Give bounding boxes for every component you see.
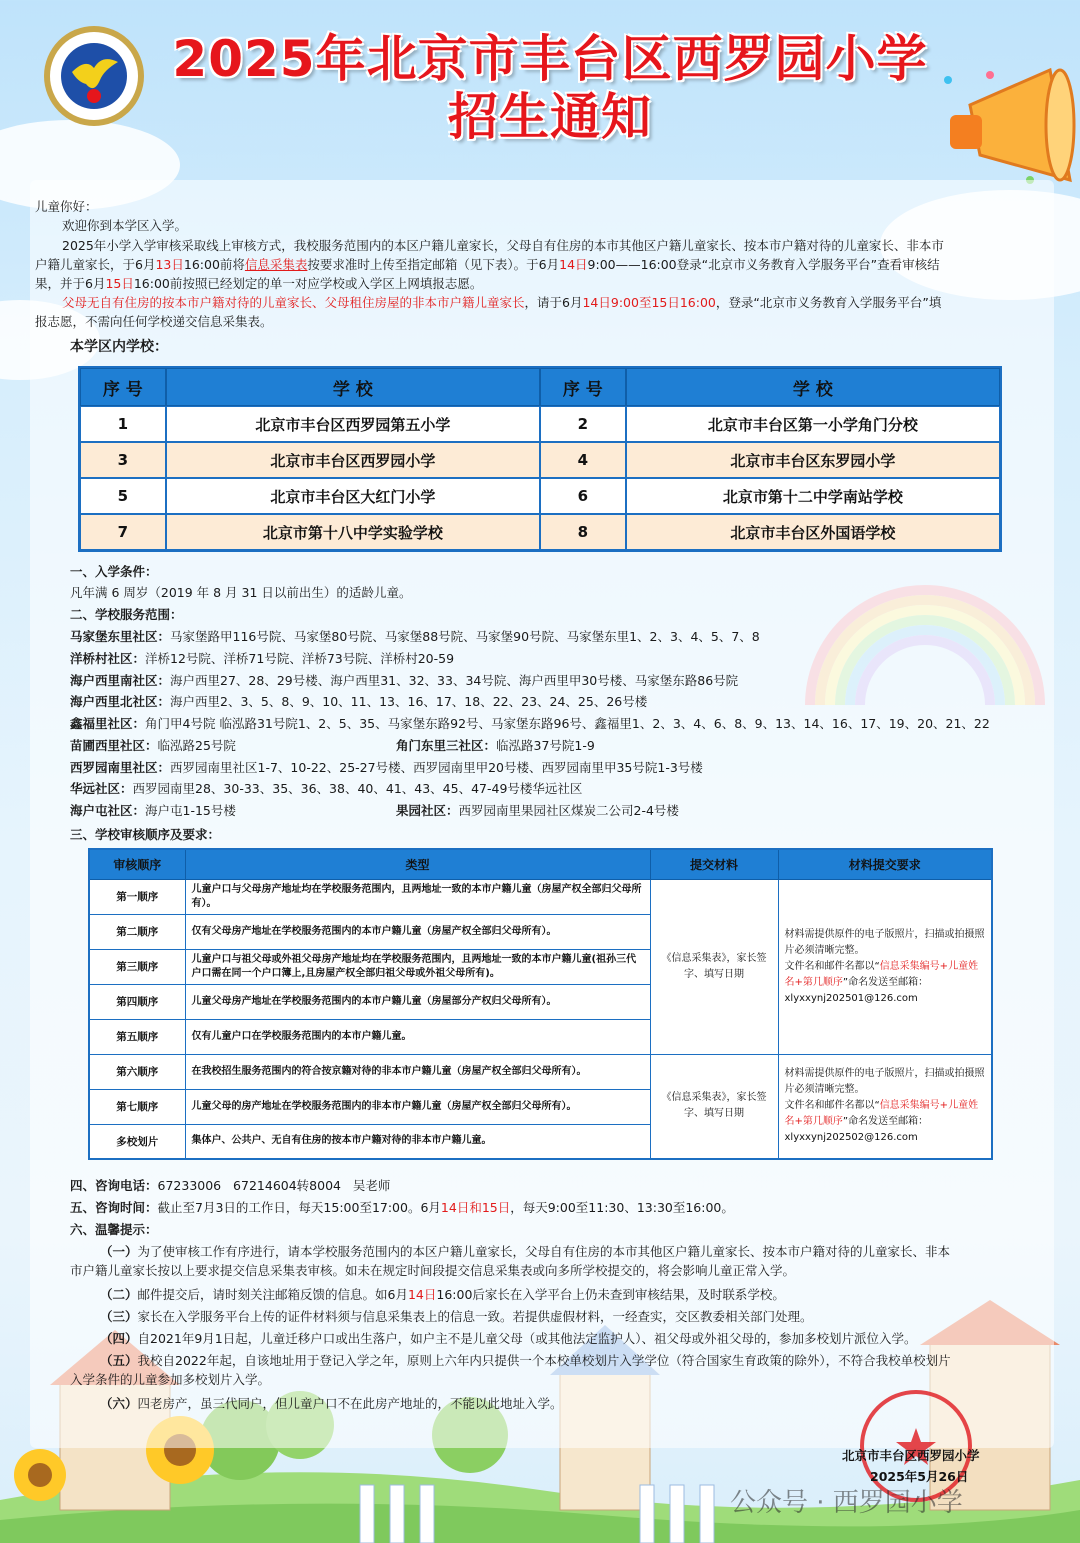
school-number: 4 (540, 442, 626, 478)
review-type: 仅有儿童户口在学校服务范围内的本市户籍儿童。 (185, 1019, 650, 1054)
school-name: 北京市丰台区西罗园第五小学 (166, 406, 540, 442)
tip-item: （三）家长在入学服务平台上传的证件材料须与信息采集表上的信息一致。若提供虚假材料，一经查实，交区教委相关部门处理。 (100, 1309, 813, 1324)
review-order: 第四顺序 (89, 984, 185, 1019)
submit-material: 《信息采集表》，家长签字、填写日期 (650, 1054, 778, 1159)
review-type: 儿童户口与祖父母或外祖父母房产地址均在学校服务范围内，且两地址一致的本市户籍儿童(祖孙三代户口需在同一个户口簿上,且房屋产权全部归祖父母或外祖父母所有)。 (185, 949, 650, 984)
school-name: 北京市丰台区东罗园小学 (626, 442, 1000, 478)
megaphone-icon (930, 60, 1080, 200)
issuer-school: 北京市丰台区西罗园小学 (842, 1448, 980, 1463)
col-header-order: 审核顺序 (89, 849, 185, 879)
service-area-line: 角门东里三社区：临泓路37号院1-9 (396, 738, 595, 753)
school-name: 北京市丰台区大红门小学 (166, 478, 540, 514)
table-row (89, 879, 992, 914)
tip-item: （四）自2021年9月1日起，儿童迁移户口或出生落户，如户主不是儿童父母（或其他法定监护人）、祖父母或外祖父母的，参加多校划片派位入学。 (100, 1331, 917, 1346)
service-area-line: 鑫福里社区：角门甲4号院 临泓路31号院1、2、5、35、马家堡东路92号、马家堡东路96号、鑫福里1、2、3、4、6、8、9、13、14、16、17、19、20、21、22 (70, 716, 990, 731)
table-row (80, 442, 1000, 478)
school-name: 北京市丰台区外国语学校 (626, 514, 1000, 550)
service-area-line: 海户屯社区：海户屯1-15号楼 (70, 803, 236, 818)
school-list-table (78, 366, 1002, 552)
wechat-watermark: 公众号 · 西罗园小学 (730, 1488, 963, 1518)
service-area-line: 海户西里南社区：海户西里27、28、29号楼、海户西里31、32、33、34号院、海户西里甲30号楼、马家堡东路86号院 (70, 673, 739, 688)
issue-date: 2025年5月26日 (870, 1469, 969, 1484)
intro-paragraph-1: 2025年小学入学审核采取线上审核方式，我校服务范围内的本区户籍儿童家长，父母自有住房的本市其他区户籍儿童家长、按本市户籍对待的儿童家长、非本市 户籍儿童家长，于6月13日16:00前将信息采集表按要求准时上传至指定邮箱（见下表）。于6月14日9:00——16:00登录“北京市义务教育入学服务平台”查看审核结 果，并于6月15日16:00前按照已经划定的单一对应学校或入学区上网填报志愿。 父母无自有住房的按本市户籍对待的儿童家长、父母租住房屋的非本市户籍儿童家长，请于6月14日9:00至15日16:00，登录“北京市义务教育入学服务平台”填 报志愿，不需向任何学校递交信息采集表。 (35, 238, 944, 329)
review-type: 儿童父母的房产地址在学校服务范围内的非本市户籍儿童（房屋产权全部归父母所有）。 (185, 1089, 650, 1124)
submit-requirement: 材料需提供原件的电子版照片，扫描或拍摄照片必须清晰完整。 文件名和邮件名都以“信息采集编号+儿童姓名+第几顺序”命名发送至邮箱： xlyxxynj202501@126.com (778, 879, 992, 1054)
review-order: 第三顺序 (89, 949, 185, 984)
tip-item: （二）邮件提交后，请时刻关注邮箱反馈的信息。如6月14日16:00后家长在入学平台上仍未查到审核结果，及时联系学校。 (100, 1287, 785, 1302)
consult-time: 五、咨询时间：截止至7月3日的工作日，每天15:00至17:00。6月14日和15日，每天9:00至11:30、13:30至16:00。 (70, 1200, 734, 1215)
review-order: 第二顺序 (89, 914, 185, 949)
col-header-requirement: 材料提交要求 (778, 849, 992, 879)
review-order: 第五顺序 (89, 1019, 185, 1054)
col-header-no: 序 号 (540, 368, 626, 406)
title-line-1: 2025年北京市丰台区西罗园小学 (172, 30, 928, 88)
section1-heading: 一、入学条件： (70, 564, 158, 579)
service-area-line: 苗圃西里社区：临泓路25号院 (70, 738, 236, 753)
school-number: 6 (540, 478, 626, 514)
review-type: 集体户、公共户、无自有住房的按本市户籍对待的非本市户籍儿童。 (185, 1124, 650, 1159)
title-line-2: 招生通知 (448, 88, 652, 146)
service-area-line: 华远社区：西罗园南里28、30-33、35、36、38、40、41、43、45、47-49号楼华远社区 (70, 781, 583, 796)
school-name: 北京市第十二中学南站学校 (626, 478, 1000, 514)
school-name: 北京市丰台区西罗园小学 (166, 442, 540, 478)
schools-heading: 本学区内学校： (70, 339, 168, 355)
table-row (80, 514, 1000, 550)
col-header-no: 序 号 (80, 368, 166, 406)
tip-item: （一）为了使审核工作有序进行，请本学校服务范围内的本区户籍儿童家长，父母自有住房的本市其他区户籍儿童家长、按本市户籍对待的儿童家长、非本 市户籍儿童家长按以上要求提交信息采集表审核。如未在规定时间段提交信息采集表或向多所学校提交的，将会影响儿童正常入学。 (70, 1244, 951, 1278)
table-row (80, 478, 1000, 514)
school-name: 北京市丰台区第一小学角门分校 (626, 406, 1000, 442)
service-area-line: 海户西里北社区：海户西里2、3、5、8、9、10、11、13、16、17、18、22、23、24、25、26号楼 (70, 694, 648, 709)
service-area-line: 马家堡东里社区：马家堡路甲116号院、马家堡80号院、马家堡88号院、马家堡90号院、马家堡东里1、2、3、4、5、7、8 (70, 629, 760, 644)
school-number: 7 (80, 514, 166, 550)
review-order: 多校划片 (89, 1124, 185, 1159)
section3-heading: 三、学校审核顺序及要求： (70, 827, 221, 842)
school-number: 1 (80, 406, 166, 442)
section6-heading: 六、温馨提示： (70, 1222, 158, 1237)
review-type: 儿童父母房产地址在学校服务范围内的本市户籍儿童（房屋部分产权归父母所有）。 (185, 984, 650, 1019)
school-number: 5 (80, 478, 166, 514)
col-header-type: 类型 (185, 849, 650, 879)
section1-text: 凡年满 6 周岁（2019 年 8 月 31 日以前出生）的适龄儿童。 (70, 585, 412, 600)
review-type: 仅有父母房产地址在学校服务范围内的本市户籍儿童（房屋产权全部归父母所有）。 (185, 914, 650, 949)
email-address: xlyxxynj202502@126.com (784, 1132, 918, 1144)
col-header-material: 提交材料 (650, 849, 778, 879)
email-address: xlyxxynj202501@126.com (784, 992, 918, 1004)
contact-phone: 四、咨询电话：67233006 67214604转8004 吴老师 (70, 1178, 391, 1193)
review-order: 第一顺序 (89, 879, 185, 914)
col-header-school: 学 校 (626, 368, 1000, 406)
table-row (80, 406, 1000, 442)
review-type: 在我校招生服务范围内的符合按京籍对待的非本市户籍儿童（房屋产权全部归父母所有）。 (185, 1054, 650, 1089)
service-area-line: 果园社区：西罗园南里果园社区煤炭二公司2-4号楼 (396, 803, 679, 818)
service-area-line: 西罗园南里社区：西罗园南里社区1-7、10-22、25-27号楼、西罗园南里甲20号楼、西罗园南里甲35号院1-3号楼 (70, 760, 703, 775)
submit-requirement: 材料需提供原件的电子版照片，扫描或拍摄照片必须清晰完整。 文件名和邮件名都以“信息采集编号+儿童姓名+第几顺序”命名发送至邮箱： xlyxxynj202502@126.com (778, 1054, 992, 1159)
submit-material: 《信息采集表》，家长签字、填写日期 (650, 879, 778, 1054)
review-order-table (88, 848, 993, 1160)
greeting: 儿童你好： (35, 199, 98, 214)
school-logo (42, 24, 146, 128)
review-order: 第六顺序 (89, 1054, 185, 1089)
school-name: 北京市第十八中学实验学校 (166, 514, 540, 550)
tip-item: （六）四老房产，虽三代同户，但儿童户口不在此房产地址的，不能以此地址入学。 (100, 1396, 563, 1411)
poster-title (150, 30, 950, 146)
review-order: 第七顺序 (89, 1089, 185, 1124)
section2-heading: 二、学校服务范围： (70, 607, 183, 622)
col-header-school: 学 校 (166, 368, 540, 406)
service-area-line: 洋桥村社区：洋桥12号院、洋桥71号院、洋桥73号院、洋桥村20-59 (70, 651, 455, 666)
school-number: 3 (80, 442, 166, 478)
review-type: 儿童户口与父母房产地址均在学校服务范围内，且两地址一致的本市户籍儿童（房屋产权全部归父母所有）。 (185, 879, 650, 914)
table-row (89, 1054, 992, 1089)
school-number: 2 (540, 406, 626, 442)
welcome-text: 欢迎你到本学区入学。 (62, 218, 188, 233)
school-number: 8 (540, 514, 626, 550)
tip-item: （五）我校自2022年起，自该地址用于登记入学之年，原则上六年内只提供一个本校单校划片入学学位（符合国家生育政策的除外），不符合我校单校划片 入学条件的儿童参加多校划片入学。 (70, 1353, 951, 1387)
